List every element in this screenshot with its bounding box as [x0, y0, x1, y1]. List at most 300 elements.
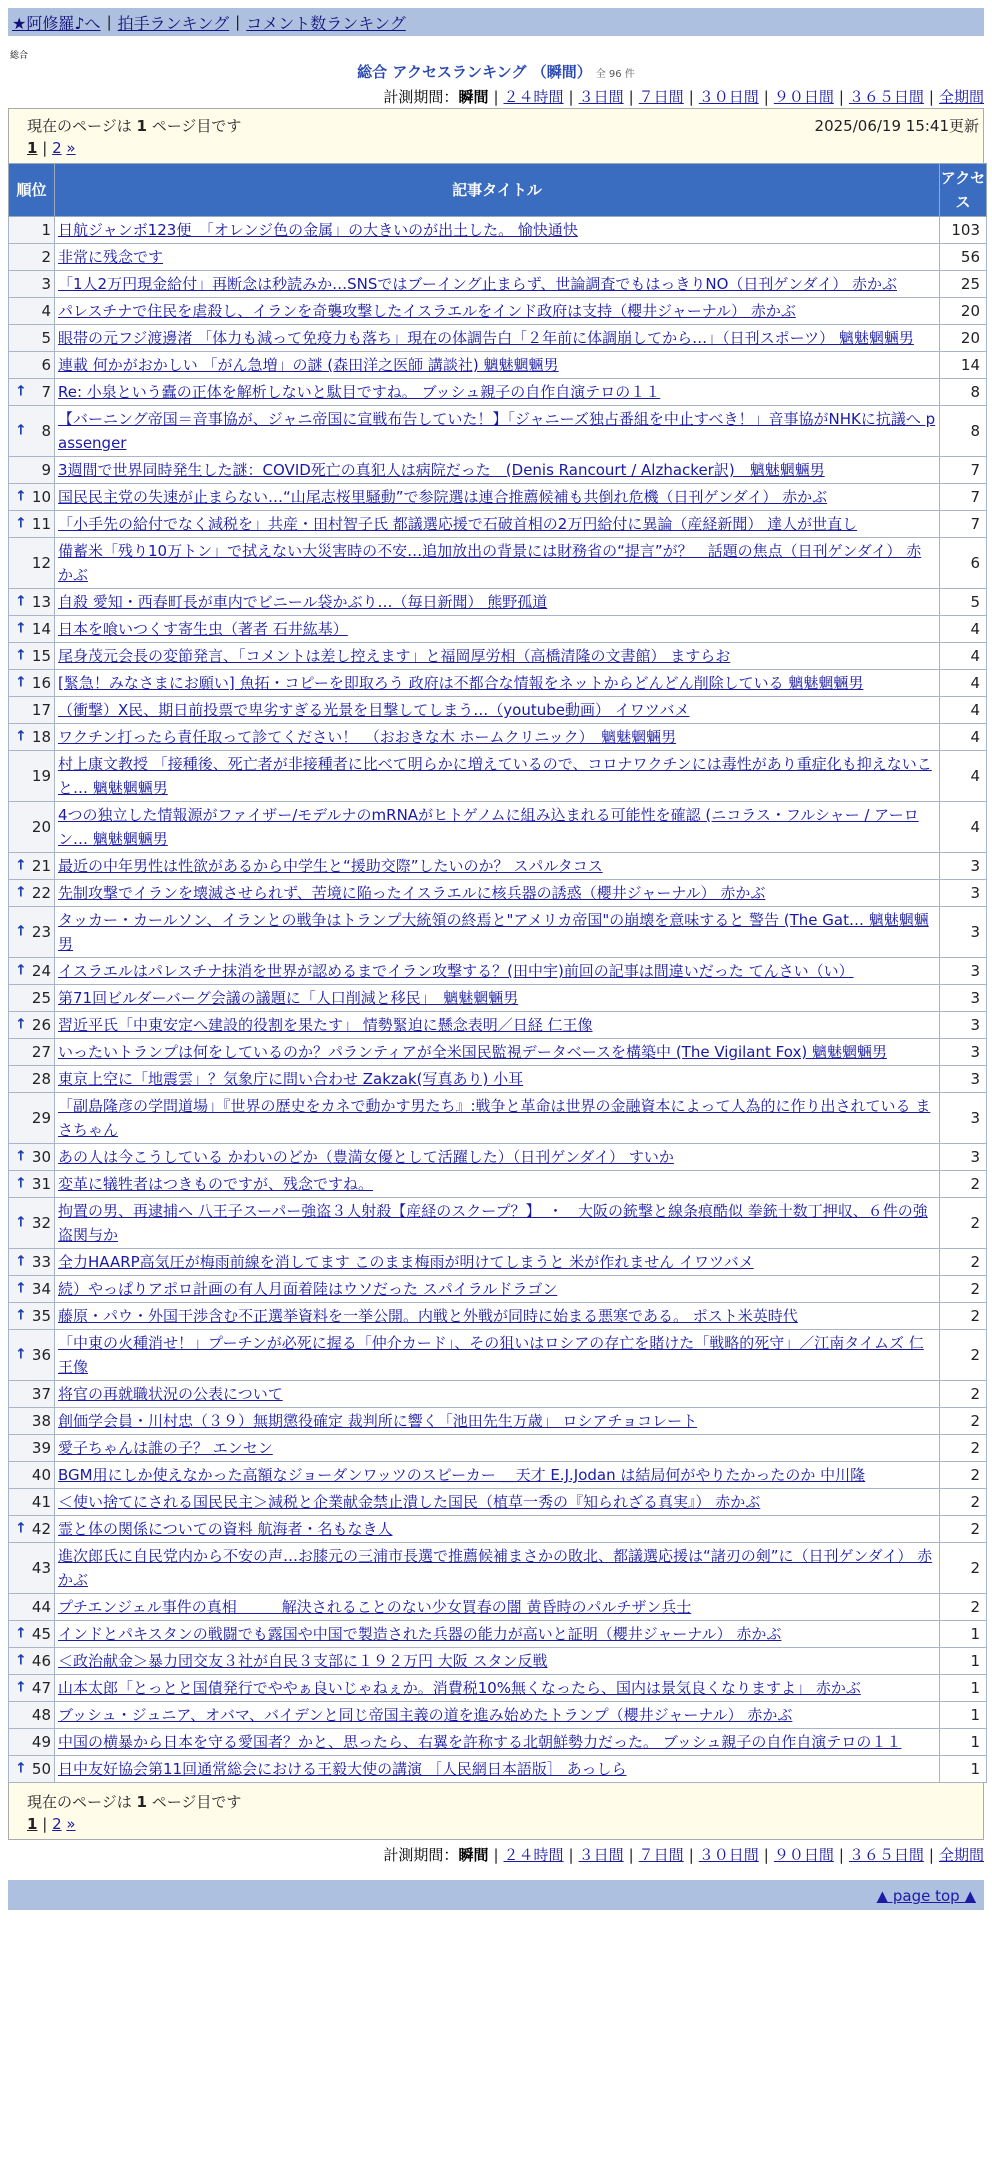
up-arrow-icon: ↑	[15, 620, 27, 637]
title-cell	[55, 538, 940, 589]
rank-cell	[9, 298, 55, 325]
rank-number: 31	[31, 1175, 51, 1193]
table-row	[9, 1303, 987, 1330]
title-cell	[55, 271, 940, 298]
rank-cell	[9, 1171, 55, 1198]
rank-number: 34	[31, 1280, 51, 1298]
article-title-link[interactable]: 藤原・パウ・外国干渉含む不正選挙資料を一挙公開。内戦と外戦が同時に始まる悪寒である。 ポスト米英時代	[58, 1307, 798, 1325]
rank-cell	[9, 1012, 55, 1039]
rank-number: 36	[31, 1346, 51, 1364]
article-title-link[interactable]: 全力HAARP高気圧が梅雨前線を消してます このまま梅雨が明けてしまうと 米が作れません イワツバメ	[58, 1253, 754, 1271]
article-title-link[interactable]: 拘置の男、再逮捕へ 八王子スーパー強盗３人射殺【産経のスクープ？】 ・ 大阪の銃撃と線条痕酷似 拳銃十数丁押収、６件の強盗関与か	[58, 1202, 928, 1244]
access-count-cell: 103	[940, 217, 987, 244]
article-title-link[interactable]: 山本太郎「とっとと国債発行でややぁ良いじゃねぇか。消費税10%無くなったら、国内は景気良くなりますよ」 赤かぶ	[58, 1679, 861, 1697]
table-row	[9, 1729, 987, 1756]
up-arrow-icon: ↑	[15, 884, 27, 901]
access-count-cell: 2	[940, 1303, 987, 1330]
table-row	[9, 379, 987, 406]
table-row	[9, 1756, 987, 1783]
period-top-link[interactable]: ３日間	[578, 88, 624, 106]
access-count-cell: 4	[940, 670, 987, 697]
period-bottom-link[interactable]: ３日間	[578, 1846, 624, 1864]
rank-number: 20	[31, 818, 51, 836]
rank-number: 19	[31, 767, 51, 785]
article-title-link[interactable]: 第71回ビルダーバーグ会議の議題に「人口削減と移民」 魑魅魍魎男	[58, 989, 519, 1007]
article-title-link[interactable]: 尾身茂元会長の変節発言、「コメントは差し控えます」と福岡厚労相（高橋清隆の文書館） ますらお	[58, 647, 731, 665]
access-count-cell: 56	[940, 244, 987, 271]
table-row	[9, 271, 987, 298]
rank-cell	[9, 1756, 55, 1783]
article-title-link[interactable]: 中国の横暴から日本を守る愛国者？かと、思ったら、右翼を許称する北朝鮮勢力だった。 ブッシュ親子の自作自演テロの１１	[58, 1733, 902, 1751]
rank-number: 17	[31, 701, 51, 719]
article-title-link[interactable]: イスラエルはパレスチナ抹消を世界が認めるまでイラン攻撃する？(田中宇)前回の記事は間違いだった てんさい（い）	[58, 962, 854, 980]
access-count-cell: 4	[940, 643, 987, 670]
ranking-table	[8, 163, 987, 1783]
rank-cell	[9, 853, 55, 880]
rank-cell	[9, 325, 55, 352]
table-row	[9, 1435, 987, 1462]
table-row	[9, 1093, 987, 1144]
title-cell	[55, 697, 940, 724]
title-cell	[55, 1249, 940, 1276]
period-bottom-link[interactable]: ３０日間	[698, 1846, 759, 1864]
title-cell	[55, 406, 940, 457]
rank-cell	[9, 670, 55, 697]
title-cell	[55, 1408, 940, 1435]
rank-number: 45	[31, 1625, 51, 1643]
period-separator: |	[628, 1846, 634, 1864]
title-cell	[55, 985, 940, 1012]
article-title-link[interactable]: 自殺 愛知・西春町長が車内でビニール袋かぶり…（毎日新聞） 熊野孤道	[58, 593, 548, 611]
ranking-table-header	[9, 164, 987, 217]
article-title-link[interactable]: 備蓄米「残り10万トン」で拭えない大災害時の不安…追加放出の背景には財務省の“提言”が？ 話題の焦点（日刊ゲンダイ） 赤かぶ	[58, 542, 922, 584]
table-row	[9, 298, 987, 325]
access-count-cell: 1	[940, 1648, 987, 1675]
up-arrow-icon: ↑	[15, 857, 27, 874]
table-row	[9, 589, 987, 616]
access-count-cell: 7	[940, 511, 987, 538]
title-cell	[55, 1462, 940, 1489]
up-arrow-icon: ↑	[15, 1760, 27, 1777]
rank-cell	[9, 1594, 55, 1621]
article-title-link[interactable]: 「小手先の給付でなく減税を」共産・田村智子氏 都議選応援で石破首相の2万円給付に異論（産経新聞） 達人が世直し	[58, 515, 858, 533]
article-title-link[interactable]: 霊と体の関係についての資料 航海者・名もなき人	[58, 1520, 393, 1538]
rank-number: 3	[41, 275, 51, 293]
up-arrow-icon: ↑	[15, 488, 27, 505]
title-cell	[55, 1093, 940, 1144]
title-cell	[55, 1276, 940, 1303]
period-separator: |	[493, 1846, 499, 1864]
access-count-cell: 1	[940, 1702, 987, 1729]
article-title-link[interactable]: 最近の中年男性は性欲があるから中学生と“援助交際”したいのか？ スパルタコス	[58, 857, 603, 875]
rank-number: 44	[31, 1598, 51, 1616]
up-arrow-icon: ↑	[15, 1520, 27, 1537]
title-cell	[55, 1039, 940, 1066]
article-title-link[interactable]: ＜使い捨てにされる国民民主＞減税と企業献金禁止潰した国民（植草一秀の『知られざる真実』） 赤かぶ	[58, 1493, 761, 1511]
rank-number: 16	[31, 674, 51, 692]
title-cell	[55, 1543, 940, 1594]
access-count-cell: 1	[940, 1621, 987, 1648]
table-row	[9, 1012, 987, 1039]
rank-number: 29	[31, 1109, 51, 1127]
period-separator: |	[568, 1846, 574, 1864]
title-cell	[55, 1330, 940, 1381]
rank-number: 27	[31, 1043, 51, 1061]
access-count-cell: 2	[940, 1516, 987, 1543]
title-cell	[55, 907, 940, 958]
rank-number: 11	[31, 515, 51, 533]
rank-number: 48	[31, 1706, 51, 1724]
table-row	[9, 1198, 987, 1249]
table-row	[9, 1171, 987, 1198]
rank-cell	[9, 724, 55, 751]
rank-number: 41	[31, 1493, 51, 1511]
access-count-cell: 2	[940, 1408, 987, 1435]
article-title-link[interactable]: 東京上空に「地震雲」？気象庁に問い合わせ Zakzak(写真あり) 小耳	[58, 1070, 524, 1088]
article-title-link[interactable]: ブッシュ・ジュニア、オバマ、バイデンと同じ帝国主義の道を進み始めたトランプ（櫻井ジャーナル） 赤かぶ	[58, 1706, 793, 1724]
period-bottom-link[interactable]: ２４時間	[503, 1846, 564, 1864]
pager-top	[27, 139, 76, 157]
period-separator: |	[568, 88, 574, 106]
title-cell	[55, 853, 940, 880]
rank-cell	[9, 1702, 55, 1729]
page-info-suffix: ページ目です	[151, 117, 242, 135]
rank-number: 30	[31, 1148, 51, 1166]
rank-cell	[9, 802, 55, 853]
period-selector-bottom	[8, 1844, 984, 1866]
rank-cell	[9, 244, 55, 271]
title-cell	[55, 802, 940, 853]
article-title-link[interactable]: 変革に犠牲者はつきものですが、残念ですね。	[58, 1175, 374, 1193]
current-page-info-bottom	[27, 1791, 241, 1812]
article-title-link[interactable]: 非常に残念です	[58, 248, 164, 266]
period-bottom-current: 瞬間	[458, 1846, 489, 1864]
title-cell	[55, 958, 940, 985]
rank-cell	[9, 1516, 55, 1543]
article-title-link[interactable]: 眼帯の元フジ渡邊渚 「体力も減って免疫力も落ち」現在の体調告白「２年前に体調崩してから…」（日刊スポーツ） 魑魅魍魎男	[58, 329, 914, 347]
article-title-link[interactable]: プチエンジェル事件の真相 解決されることのない少女買春の闇 黄昏時のパルチザン兵士	[58, 1598, 692, 1616]
rank-cell	[9, 1093, 55, 1144]
article-title-link[interactable]: 連載 何かがおかしい 「がん急増」の謎 (森田洋之医師 講談社) 魑魅魍魎男	[58, 356, 559, 374]
period-selector-top	[8, 86, 984, 108]
title-cell	[55, 457, 940, 484]
article-title-link[interactable]: [緊急！みなさまにお願い] 魚拓・コピーを即取ろう 政府は不都合な情報をネットからどんどん削除している 魑魅魍魎男	[58, 674, 864, 692]
table-row	[9, 751, 987, 802]
title-cell	[55, 1435, 940, 1462]
access-count-cell: 3	[940, 1066, 987, 1093]
article-title-link[interactable]: インドとパキスタンの戦闘でも露国や中国で製造された兵器の能力が高いと証明（櫻井ジャーナル） 赤かぶ	[58, 1625, 782, 1643]
rank-number: 35	[31, 1307, 51, 1325]
article-title-link[interactable]: 「副島隆彦の学問道場」『世界の歴史をカネで動かす男たち』:戦争と革命は世界の金融資本によって人為的に作り出されている まさちゃん	[58, 1097, 931, 1139]
up-arrow-icon: ↑	[15, 1625, 27, 1642]
pager-page-2[interactable]: 2	[52, 139, 62, 157]
access-count-cell: 8	[940, 406, 987, 457]
rank-cell	[9, 1039, 55, 1066]
rank-cell	[9, 271, 55, 298]
table-row	[9, 1066, 987, 1093]
table-row	[9, 802, 987, 853]
up-arrow-icon: ↑	[15, 647, 27, 664]
article-title-link[interactable]: あの人は今こうしている かわいのどか（豊満女優として活躍した）（日刊ゲンダイ） すいか	[58, 1148, 674, 1166]
title-cell	[55, 1066, 940, 1093]
access-column-header	[940, 164, 987, 217]
article-title-link[interactable]: 日中友好協会第11回通常総会における王毅大使の講演 ［人民網日本語版］ あっしら	[58, 1760, 627, 1778]
table-row	[9, 538, 987, 589]
title-cell	[55, 511, 940, 538]
access-count-cell: 2	[940, 1462, 987, 1489]
article-title-link[interactable]: 「1人2万円現金給付」再断念は秒読みか…SNSではブーイング止まらず、世論調査でもはっきりNO（日刊ゲンダイ） 赤かぶ	[58, 275, 898, 293]
access-count-cell: 2	[940, 1543, 987, 1594]
title-cell	[55, 751, 940, 802]
rank-number: 2	[41, 248, 51, 266]
access-count-cell: 3	[940, 853, 987, 880]
access-count-cell: 2	[940, 1249, 987, 1276]
period-separator: |	[838, 88, 844, 106]
table-row	[9, 643, 987, 670]
rank-number: 21	[31, 857, 51, 875]
title-cell	[55, 1144, 940, 1171]
table-row	[9, 724, 987, 751]
period-separator: |	[928, 88, 934, 106]
rank-number: 4	[41, 302, 51, 320]
access-count-cell: 3	[940, 1093, 987, 1144]
category-label: 総合	[10, 51, 29, 61]
table-row	[9, 457, 987, 484]
article-title-link[interactable]: ＜政治献金＞暴力団交友３社が自民３支部に１９２万円 大阪 スタン反戦	[58, 1652, 548, 1670]
access-count-cell: 3	[940, 1144, 987, 1171]
title-cell	[55, 1621, 940, 1648]
rank-number: 9	[41, 461, 51, 479]
footer-bar	[8, 1880, 984, 1910]
title-cell	[55, 1381, 940, 1408]
period-bottom-link[interactable]: 全期間	[938, 1846, 984, 1864]
updated-timestamp: 2025/06/19 15:41更新	[814, 117, 979, 135]
up-arrow-icon: ↑	[15, 923, 27, 940]
rank-cell	[9, 880, 55, 907]
rank-column-header	[9, 164, 55, 217]
table-row	[9, 1516, 987, 1543]
rank-number: 37	[31, 1385, 51, 1403]
article-title-link[interactable]: 先制攻撃でイランを壊滅させられず、苦境に陥ったイスラエルに核兵器の誘惑（櫻井ジャーナル） 赤かぶ	[58, 884, 766, 902]
rank-number: 12	[31, 554, 51, 572]
title-cell	[55, 1303, 940, 1330]
ranking-table-body	[9, 217, 987, 1783]
period-top-link[interactable]: ３０日間	[698, 88, 759, 106]
period-bottom-link[interactable]: ９０日間	[773, 1846, 834, 1864]
nav-separator: |	[235, 13, 241, 31]
period-top-link[interactable]: ７日間	[638, 88, 684, 106]
rank-number: 13	[31, 593, 51, 611]
period-top-current: 瞬間	[458, 88, 489, 106]
article-title-link[interactable]: 村上康文教授 「接種後、死亡者が非接種者に比べて明らかに増えているので、コロナワクチンには毒性があり重症化も抑えないこと… 魑魅魍魎男	[58, 755, 932, 797]
up-arrow-icon: ↑	[15, 962, 27, 979]
table-row	[9, 352, 987, 379]
table-row	[9, 484, 987, 511]
rank-number: 42	[31, 1520, 51, 1538]
rank-cell	[9, 958, 55, 985]
rank-cell	[9, 484, 55, 511]
table-row	[9, 1675, 987, 1702]
period-bottom-label: 計測期間：	[383, 1846, 459, 1864]
table-row	[9, 1249, 987, 1276]
article-title-link[interactable]: 続）やっぱりアポロ計画の有人月面着陸はウソだった スパイラルドラゴン	[58, 1280, 558, 1298]
title-cell	[55, 1675, 940, 1702]
period-separator: |	[838, 1846, 844, 1864]
rank-cell	[9, 538, 55, 589]
access-count-cell: 4	[940, 724, 987, 751]
title-cell	[55, 880, 940, 907]
applause-ranking-link[interactable]: 拍手ランキング	[117, 13, 230, 33]
table-row	[9, 958, 987, 985]
title-cell	[55, 724, 940, 751]
up-arrow-icon: ↑	[15, 1253, 27, 1270]
pager-current-page: 1	[27, 1815, 38, 1833]
article-title-link[interactable]: 日本を喰いつくす寄生虫（著者 石井紘基）	[58, 620, 348, 638]
table-row	[9, 985, 987, 1012]
rank-cell	[9, 907, 55, 958]
access-count-cell: 7	[940, 484, 987, 511]
table-row	[9, 325, 987, 352]
title-cell	[55, 616, 940, 643]
rank-cell	[9, 217, 55, 244]
rank-number: 8	[41, 422, 51, 440]
rank-cell	[9, 616, 55, 643]
access-count-cell: 2	[940, 1435, 987, 1462]
table-row	[9, 1408, 987, 1435]
title-cell	[55, 244, 940, 271]
article-title-link[interactable]: 3週間で世界同時発生した謎：COVID死亡の真犯人は病院だった (Denis Rancourt / Alzhacker訳) 魑魅魍魎男	[58, 461, 825, 479]
page-info-bar-top	[8, 108, 984, 163]
rank-cell	[9, 1648, 55, 1675]
table-row	[9, 1144, 987, 1171]
period-top-link[interactable]: ３６５日間	[848, 88, 924, 106]
up-arrow-icon: ↑	[15, 1280, 27, 1297]
rank-cell	[9, 1408, 55, 1435]
article-title-link[interactable]: 4つの独立した情報源がファイザー/モデルナのmRNAがヒトゲノムに組み込まれる可能性を確認 (ニコラス・フルシャー / アーロン… 魑魅魍魎男	[58, 806, 919, 848]
article-title-link[interactable]: 習近平氏「中東安定へ建設的役割を果たす」 情勢緊迫に懸念表明／日経 仁王像	[58, 1016, 593, 1034]
up-arrow-icon: ↑	[15, 1307, 27, 1324]
table-row	[9, 1621, 987, 1648]
period-separator: |	[763, 1846, 769, 1864]
rank-number: 18	[31, 728, 51, 746]
rank-number: 46	[31, 1652, 51, 1670]
period-separator: |	[688, 1846, 694, 1864]
rank-cell	[9, 697, 55, 724]
table-row	[9, 1330, 987, 1381]
up-arrow-icon: ↑	[15, 1214, 27, 1231]
current-page-info	[27, 115, 241, 136]
article-title-link[interactable]: 将官の再就職状況の公表について	[58, 1385, 283, 1403]
rank-number: 22	[31, 884, 51, 902]
rank-cell	[9, 751, 55, 802]
rank-number: 39	[31, 1439, 51, 1457]
rank-number: 49	[31, 1733, 51, 1751]
table-row	[9, 1276, 987, 1303]
access-count-cell: 1	[940, 1756, 987, 1783]
period-top-link[interactable]: ２４時間	[503, 88, 564, 106]
rank-number: 24	[31, 962, 51, 980]
article-title-link[interactable]: いったいトランプは何をしているのか？パランティアが全米国民監視データベースを構築中 (The Vigilant Fox) 魑魅魍魎男	[58, 1043, 887, 1061]
rank-number: 38	[31, 1412, 51, 1430]
rank-cell	[9, 1066, 55, 1093]
title-cell	[55, 484, 940, 511]
pager-next[interactable]: »	[66, 139, 76, 157]
rank-cell	[9, 1543, 55, 1594]
article-title-link[interactable]: 国民民主党の失速が止まらない…“山尾志桜里騒動”で参院選は連合推薦候補も共倒れ危機（日刊ゲンダイ） 赤かぶ	[58, 488, 828, 506]
table-row	[9, 1594, 987, 1621]
article-title-link[interactable]: 進次郎氏に自民党内から不安の声…お膝元の三浦市長選で推薦候補まさかの敗北、都議選応援は“諸刃の剣”に（日刊ゲンダイ） 赤かぶ	[58, 1547, 933, 1589]
period-top-label: 計測期間：	[383, 88, 459, 106]
rank-number: 28	[31, 1070, 51, 1088]
rank-cell	[9, 1381, 55, 1408]
access-count-cell: 1	[940, 1675, 987, 1702]
page-info-prefix: 現在のページは	[27, 1793, 132, 1811]
article-title-link[interactable]: 「中東の火種消せ！」プーチンが必死に握る「仲介カード」、その狙いはロシアの存亡を賭けた「戦略的死守」／江南タイムズ 仁王像	[58, 1334, 924, 1376]
up-arrow-icon: ↑	[15, 728, 27, 745]
table-row	[9, 697, 987, 724]
title-cell	[55, 1756, 940, 1783]
period-bottom-link[interactable]: ７日間	[638, 1846, 684, 1864]
period-bottom-link[interactable]: ３６５日間	[848, 1846, 924, 1864]
pager-page-2[interactable]: 2	[52, 1815, 62, 1833]
table-row	[9, 1489, 987, 1516]
rank-cell	[9, 1462, 55, 1489]
article-title-link[interactable]: 【バーニング帝国＝音事協が、ジャニ帝国に宣戦布告していた！】「ジャニーズ独占番組を中止すべき！」音事協がNHKに抗議へ passenger	[58, 410, 936, 452]
article-title-link[interactable]: 愛子ちゃんは誰の子？ エンセン	[58, 1439, 273, 1457]
rank-cell	[9, 1435, 55, 1462]
article-title-link[interactable]: パレスチナで住民を虐殺し、イランを奇襲攻撃したイスラエルをインド政府は支持（櫻井ジャーナル） 赤かぶ	[58, 302, 796, 320]
period-separator: |	[928, 1846, 934, 1864]
period-top-link[interactable]: 全期間	[938, 88, 984, 106]
period-separator: |	[628, 88, 634, 106]
title-cell	[55, 298, 940, 325]
blog-home-link[interactable]: ★阿修羅♪へ	[12, 13, 101, 33]
article-title-link[interactable]: タッカー・カールソン、イランとの戦争はトランプ大統領の終焉と"アメリカ帝国"の崩壊を意味すると 警告 (The Gat… 魑魅魍魎男	[58, 911, 929, 953]
access-count-cell: 25	[940, 271, 987, 298]
rank-cell	[9, 1330, 55, 1381]
article-title-link[interactable]: BGM用にしか使えなかった高額なジョーダンワッツのスピーカー ＿天才 E.J.Jodan は結局何がやりたかったのか 中川隆	[58, 1466, 866, 1484]
period-top-link[interactable]: ９０日間	[773, 88, 834, 106]
article-title-link[interactable]: 創価学会員・川村忠（３９）無期懲役確定 裁判所に響く「池田先生万歳」 ロシアチョコレート	[58, 1412, 698, 1430]
title-cell	[55, 1171, 940, 1198]
period-separator: |	[493, 88, 499, 106]
title-cell	[55, 643, 940, 670]
rank-cell	[9, 1675, 55, 1702]
up-arrow-icon: ↑	[15, 422, 27, 439]
table-row	[9, 1648, 987, 1675]
article-title-link[interactable]: 日航ジャンボ123便 「オレンジ色の金属」の大きいのが出土した。 愉快通快	[58, 221, 578, 239]
table-row	[9, 616, 987, 643]
top-nav-bar	[8, 8, 984, 36]
article-title-link[interactable]: （衝撃）X民、期日前投票で卑劣すぎる光景を目撃してしまう…（youtube動画） イワツバメ	[58, 701, 690, 719]
pager-next[interactable]: »	[66, 1815, 76, 1833]
title-cell	[55, 1198, 940, 1249]
title-cell	[55, 352, 940, 379]
title-column-header	[55, 164, 940, 217]
comment-ranking-link[interactable]: コメント数ランキング	[246, 13, 406, 33]
article-title-link[interactable]: Re: 小泉という蠹の正体を解析しないと駄目ですね。 ブッシュ親子の自作自演テロの１１	[58, 383, 661, 401]
page-top-link[interactable]: ▲ page top ▲	[876, 1887, 976, 1905]
rank-cell	[9, 511, 55, 538]
up-arrow-icon: ↑	[15, 593, 27, 610]
access-count-cell: 20	[940, 298, 987, 325]
article-title-link[interactable]: ワクチン打ったら責任取って診てください！ （おおきな木 ホームクリニック） 魑魅魍魎男	[58, 728, 677, 746]
title-cell	[55, 1648, 940, 1675]
table-row	[9, 244, 987, 271]
access-count-cell: 4	[940, 616, 987, 643]
up-arrow-icon: ↑	[15, 515, 27, 532]
page-info-bar-bottom	[8, 1783, 984, 1840]
